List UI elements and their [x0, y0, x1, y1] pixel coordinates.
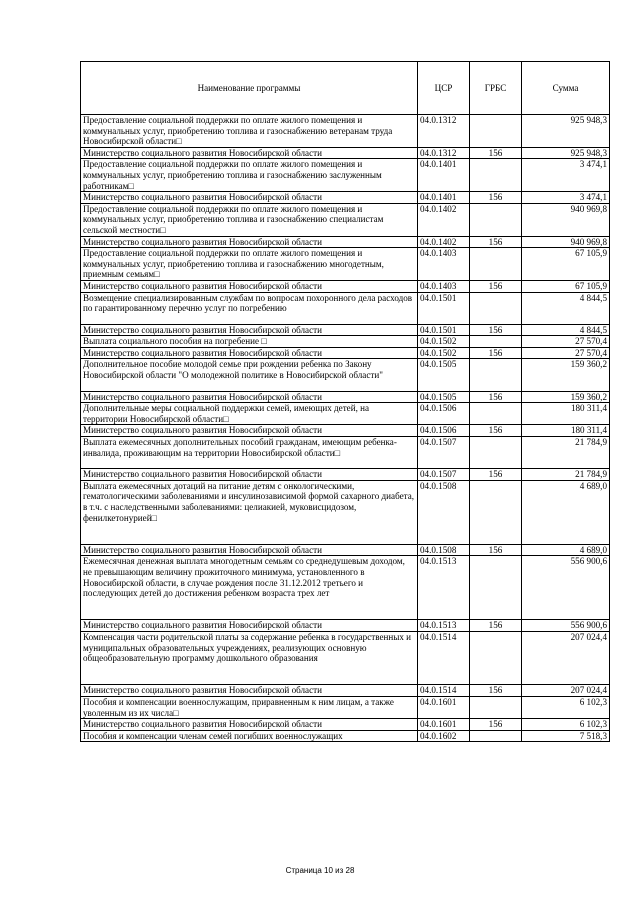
program-name-cell: Предоставление социальной поддержки по оплате жилого помещения и коммунальных услуг, приобретению топлива и газоснабжению специалистам сельской местности□: [81, 203, 418, 236]
sum-cell: 21 784,9: [522, 437, 610, 469]
program-name-cell: Компенсация части родительской платы за содержание ребенка в государственных и муниципальных образовательных учреждениях, реализующих основную общеобразовательную программу дошкольного образования: [81, 632, 418, 685]
grbs-cell: [470, 480, 522, 544]
program-name-cell: Предоставление социальной поддержки по оплате жилого помещения и коммунальных услуг, приобрeтению топлива и газоснабжению многодетным, приемным семьям□: [81, 248, 418, 281]
csr-cell: 04.0.1508: [418, 480, 470, 544]
csr-cell: 04.0.1312: [418, 115, 470, 148]
sum-cell: 940 969,8: [522, 203, 610, 236]
grbs-cell: [470, 730, 522, 742]
table-row: [81, 719, 610, 731]
sum-cell: 67 105,9: [522, 248, 610, 281]
csr-cell: 04.0.1312: [418, 147, 470, 159]
program-name-cell: Выплата ежемесячных дополнительных пособий гражданам, имеющим ребенка-инвалида, проживающим на территории Новосибирской области□: [81, 437, 418, 469]
table-row: [81, 437, 610, 469]
sum-cell: 159 360,2: [522, 391, 610, 403]
header-csr: ЦСР: [418, 62, 470, 115]
sum-cell: 4 844,5: [522, 292, 610, 324]
csr-cell: 04.0.1601: [418, 719, 470, 731]
sum-cell: 180 311,4: [522, 403, 610, 425]
grbs-cell: 156: [470, 391, 522, 403]
table-row: [81, 248, 610, 281]
sum-cell: 556 900,6: [522, 556, 610, 620]
csr-cell: 04.0.1514: [418, 685, 470, 697]
program-name-cell: Министерство социального развития Новосибирской области: [81, 347, 418, 359]
table-row: [81, 556, 610, 620]
grbs-cell: [470, 203, 522, 236]
csr-cell: 04.0.1505: [418, 391, 470, 403]
table-row: [81, 292, 610, 324]
table-row: [81, 336, 610, 348]
grbs-cell: 156: [470, 347, 522, 359]
program-name-cell: Предоставление социальной поддержки по оплате жилого помещения и коммунальных услуг, приобретению топлива и газоснабжению заслуженным работникам□: [81, 159, 418, 192]
csr-cell: 04.0.1401: [418, 192, 470, 204]
header-grbs: ГРБС: [470, 62, 522, 115]
table-row: [81, 280, 610, 292]
table-row: [81, 730, 610, 742]
program-name-cell: Пособия и компенсации членам семей погибших военнослужащих: [81, 730, 418, 742]
csr-cell: 04.0.1506: [418, 403, 470, 425]
csr-cell: 04.0.1513: [418, 620, 470, 632]
sum-cell: 4 689,0: [522, 544, 610, 556]
grbs-cell: [470, 359, 522, 391]
sum-cell: 6 102,3: [522, 696, 610, 718]
program-name-cell: Пособия и компенсации военнослужащим, приравненным к ним лицам, а также уволенным из их числа□: [81, 696, 418, 718]
grbs-cell: [470, 336, 522, 348]
program-name-cell: Ежемесячная денежная выплата многодетным семьям со среднедушевым доходом, не превышающим величину прожиточного минимума, установленного в Новосибирской области, в случае рождения после 31.12.2012 третьего и последующих детей до достижения ребенком возраста трех лет: [81, 556, 418, 620]
grbs-cell: 156: [470, 147, 522, 159]
csr-cell: 04.0.1402: [418, 236, 470, 248]
sum-cell: 3 474,1: [522, 192, 610, 204]
table-row: [81, 620, 610, 632]
csr-cell: 04.0.1505: [418, 359, 470, 391]
grbs-cell: 156: [470, 280, 522, 292]
sum-cell: 6 102,3: [522, 719, 610, 731]
program-name-cell: Возмещение специализированным службам по вопросам похоронного дела расходов по гарантированному перечню услуг по погребению: [81, 292, 418, 324]
sum-cell: 180 311,4: [522, 425, 610, 437]
table-row: [81, 391, 610, 403]
csr-cell: 04.0.1403: [418, 280, 470, 292]
table-row: [81, 347, 610, 359]
table-row: [81, 480, 610, 544]
grbs-cell: 156: [470, 192, 522, 204]
grbs-cell: 156: [470, 236, 522, 248]
csr-cell: 04.0.1403: [418, 248, 470, 281]
grbs-cell: 156: [470, 469, 522, 481]
table-row: [81, 359, 610, 391]
program-name-cell: Дополнительное пособие молодой семье при рождении ребенка по Закону Новосибирской области "О молодежной политике в Новосибирской области": [81, 359, 418, 391]
table-row: [81, 425, 610, 437]
sum-cell: 3 474,1: [522, 159, 610, 192]
table-row: [81, 403, 610, 425]
table-row: [81, 632, 610, 685]
page-footer: Страница 10 из 28: [285, 866, 355, 875]
csr-cell: 04.0.1502: [418, 347, 470, 359]
grbs-cell: [470, 292, 522, 324]
table-header-row: [81, 62, 610, 115]
table-row: [81, 159, 610, 192]
table-row: [81, 236, 610, 248]
program-name-cell: Министерство социального развития Новосибирской области: [81, 620, 418, 632]
csr-cell: 04.0.1506: [418, 425, 470, 437]
grbs-cell: [470, 556, 522, 620]
sum-cell: 940 969,8: [522, 236, 610, 248]
grbs-cell: 156: [470, 685, 522, 697]
csr-cell: 04.0.1501: [418, 292, 470, 324]
sum-cell: 27 570,4: [522, 347, 610, 359]
grbs-cell: [470, 159, 522, 192]
program-name-cell: Министерство социального развития Новосибирской области: [81, 425, 418, 437]
program-name-cell: Выплата социального пособия на погребение □: [81, 336, 418, 348]
grbs-cell: [470, 437, 522, 469]
csr-cell: 04.0.1401: [418, 159, 470, 192]
sum-cell: 7 518,3: [522, 730, 610, 742]
table-row: [81, 147, 610, 159]
program-name-cell: Выплата ежемесячных дотаций на питание детям с онкологическими, гематологическими заболеваниями и инсулинозависимой формой сахарного диабета, в т.ч. с наследственными заболеваниями: целиакией, муковисцидозом, фенилкетонурией□: [81, 480, 418, 544]
program-name-cell: Предоставление социальной поддержки по оплате жилого помещения и коммунальных услуг, приобретению топлива и газоснабжению ветеранам труда Новосибирской области□: [81, 115, 418, 148]
sum-cell: 159 360,2: [522, 359, 610, 391]
sum-cell: 21 784,9: [522, 469, 610, 481]
csr-cell: 04.0.1502: [418, 336, 470, 348]
table-row: [81, 192, 610, 204]
program-name-cell: Министерство социального развития Новосибирской области: [81, 544, 418, 556]
table-row: [81, 469, 610, 481]
program-name-cell: Министерство социального развития Новосибирской области: [81, 192, 418, 204]
table-row: [81, 324, 610, 336]
grbs-cell: [470, 632, 522, 685]
csr-cell: 04.0.1507: [418, 469, 470, 481]
table-row: [81, 115, 610, 148]
program-name-cell: Дополнительные меры социальной поддержки семей, имеющих детей, на территории Новосибирской области□: [81, 403, 418, 425]
table-row: [81, 544, 610, 556]
program-name-cell: Министерство социального развития Новосибирской области: [81, 719, 418, 731]
grbs-cell: [470, 403, 522, 425]
csr-cell: 04.0.1402: [418, 203, 470, 236]
csr-cell: 04.0.1514: [418, 632, 470, 685]
program-name-cell: Министерство социального развития Новосибирской области: [81, 147, 418, 159]
sum-cell: 207 024,4: [522, 632, 610, 685]
grbs-cell: 156: [470, 425, 522, 437]
sum-cell: 556 900,6: [522, 620, 610, 632]
csr-cell: 04.0.1602: [418, 730, 470, 742]
program-name-cell: Министерство социального развития Новосибирской области: [81, 391, 418, 403]
csr-cell: 04.0.1508: [418, 544, 470, 556]
table-row: [81, 685, 610, 697]
csr-cell: 04.0.1601: [418, 696, 470, 718]
sum-cell: 27 570,4: [522, 336, 610, 348]
sum-cell: 4 689,0: [522, 480, 610, 544]
sum-cell: 67 105,9: [522, 280, 610, 292]
budget-table: [80, 61, 610, 742]
header-program-name: Наименование программы: [81, 62, 418, 115]
program-name-cell: Министерство социального развития Новосибирской области: [81, 236, 418, 248]
sum-cell: 925 948,3: [522, 115, 610, 148]
sum-cell: 207 024,4: [522, 685, 610, 697]
csr-cell: 04.0.1507: [418, 437, 470, 469]
grbs-cell: 156: [470, 620, 522, 632]
table-row: [81, 203, 610, 236]
program-name-cell: Министерство социального развития Новосибирской области: [81, 685, 418, 697]
grbs-cell: [470, 248, 522, 281]
grbs-cell: [470, 115, 522, 148]
program-name-cell: Министерство социального развития Новосибирской области: [81, 324, 418, 336]
program-name-cell: Министерство социального развития Новосибирской области: [81, 280, 418, 292]
grbs-cell: [470, 696, 522, 718]
sum-cell: 925 948,3: [522, 147, 610, 159]
grbs-cell: 156: [470, 324, 522, 336]
header-sum: Сумма: [522, 62, 610, 115]
sum-cell: 4 844,5: [522, 324, 610, 336]
grbs-cell: 156: [470, 544, 522, 556]
csr-cell: 04.0.1501: [418, 324, 470, 336]
program-name-cell: Министерство социального развития Новосибирской области: [81, 469, 418, 481]
table-row: [81, 696, 610, 718]
csr-cell: 04.0.1513: [418, 556, 470, 620]
grbs-cell: 156: [470, 719, 522, 731]
